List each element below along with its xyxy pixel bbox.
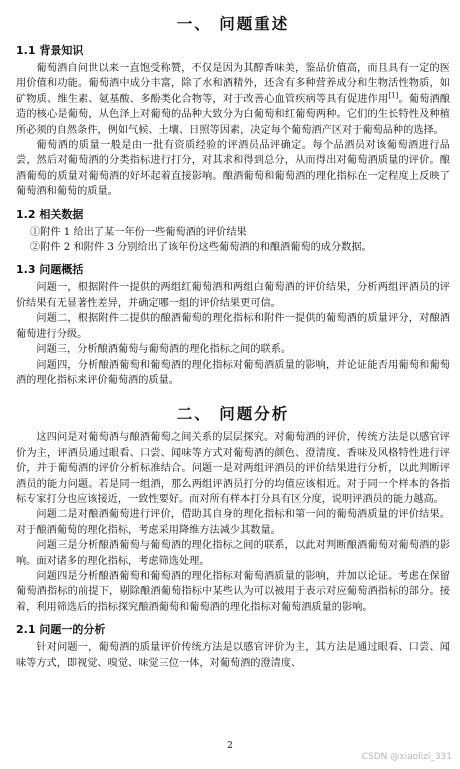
section-1-2-title: 1.2 相关数据 (16, 207, 84, 221)
question-1-summary: 问题一，根据附件一提供的两组红葡萄酒和两组白葡萄酒的评价结果，分析两组评酒员的评价结果有无显著性差异，并确定哪一组的评价结果更可信。 (16, 282, 450, 309)
analysis-paragraph-4: 问题四是分析酿酒葡萄和葡萄酒的理化指标对葡萄酒质量的影响，并加以论证。考虑在保留葡萄酒指标的前提下，剔除酿酒葡萄指标中某些认为可以被用于表示对应葡萄酒指标的部分。接着，利用筛选后的指标探究酿酒葡萄和葡萄酒的理化指标对葡萄酒质量的影响。 (16, 570, 450, 613)
page-number: 2 (227, 741, 233, 751)
background-p1-part-a: 葡萄酒自问世以来一直饱受称赞，不仅是因为其醇香味美，鉴品价值高，而且具有一定的医用价值和功能。葡萄酒中成分丰富，除了水和酒精外，还含有多种营养成分和生物活性物质，如矿物质、维生素、氨基酸、多酚类化合物等，对于改善心血管疾病等具有促进作用 (16, 63, 450, 105)
data-item-1: ①附件 1 给出了某一年份一些葡萄酒的评价结果 (30, 226, 247, 238)
data-item-2: ②附件 2 和附件 3 分别给出了该年份这些葡萄酒的和酿酒葡萄的成分数据。 (30, 242, 372, 254)
background-p1-part-b: 。葡萄酒酿造的核心是葡萄，从色泽上对葡萄的品种大致分为白葡萄和红葡萄两种。它们的生长特性及种植所必须的自然条件，例如气候、土壤、日照等因素，决定每个葡萄酒产区对于葡萄品种的选择。 (16, 93, 450, 136)
background-paragraph-1 (16, 61, 450, 138)
analysis-paragraph-2: 问题二是对酿酒葡萄进行评价，借助其自身的理化指标和第一问的葡萄酒质量的评价结果。对于酿酒葡萄的理化指标，考虑采用降维方法减少其数量。 (16, 509, 450, 536)
analysis-paragraph-1: 这四问是对葡萄酒与酿酒葡萄之间关系的层层探究。对葡萄酒的评价，传统方法是以感官评价为主，评酒员通过眼看、口尝、闻味等方式对葡萄酒的颜色、澄清度、香味及风格特性进行评价，并于葡萄酒的评价分析标准结合。问题一是对两组评酒员的评价结果进行分析，以此判断评酒员的能力问题。若是同一组酒，那么两组评酒员打分的均值应该相近。对于同一个样本的各指标专家打分也应该接近，一致性要好。而对所有样本打分具有区分度，说明评酒员的能力越高。 (16, 432, 450, 505)
background-paragraph-2: 葡萄酒的质量一般是由一批有资质经验的评酒员品评确定。每个品酒员对该葡萄酒进行品尝，然后对葡萄酒的分类指标进行打分，对其求和得到总分，从而得出对葡萄酒质量的评价。酿酒葡萄的质量对葡萄酒的好坏起着直接影响。酿酒葡萄和葡萄酒的理化指标在一定程度上反映了葡萄酒和葡萄的质量。 (16, 140, 450, 198)
question-3-summary: 问题三，分析酿酒葡萄与葡萄酒的理化指标之间的联系。 (36, 344, 292, 356)
paper-page (16, 0, 450, 671)
section-1-title: 一、 问题重述 (176, 15, 290, 33)
section-2-1-title: 2.1 问题一的分析 (16, 623, 106, 637)
citation-ref[interactable]: [1] (388, 91, 399, 100)
section-1-1-title: 1.1 背景知识 (16, 44, 84, 57)
watermark: CSDN @xiaolizi_331 (361, 752, 452, 762)
analysis-paragraph-3: 问题三是分析酿酒葡萄与葡萄酒的理化指标之间的联系，以此对判断酿酒葡萄对葡萄酒的影响。面对诸多的理化指标，考虑筛选处理。 (16, 540, 450, 567)
question-2-summary: 问题二，根据附件二提供的酿酒葡萄的理化指标和附件一提供的葡萄酒的质量评分，对酿酒葡萄进行分级。 (16, 313, 450, 340)
section-1-3-title: 1.3 问题概括 (16, 263, 84, 277)
question-1-analysis-paragraph: 针对问题一，葡萄酒的质量评价传统方法是以感官评价为主，其方法是通过眼看、口尝、闻味等方式，即视觉、嗅觉、味觉三位一体，对葡萄酒的澄清度、 (16, 642, 450, 669)
section-2-title: 二、 问题分析 (176, 405, 290, 424)
question-4-summary: 问题四，分析酿酒葡萄和葡萄酒的理化指标对葡萄酒质量的影响，并论证能否用葡萄和葡萄酒的理化指标来评价葡萄酒的质量。 (16, 359, 450, 386)
